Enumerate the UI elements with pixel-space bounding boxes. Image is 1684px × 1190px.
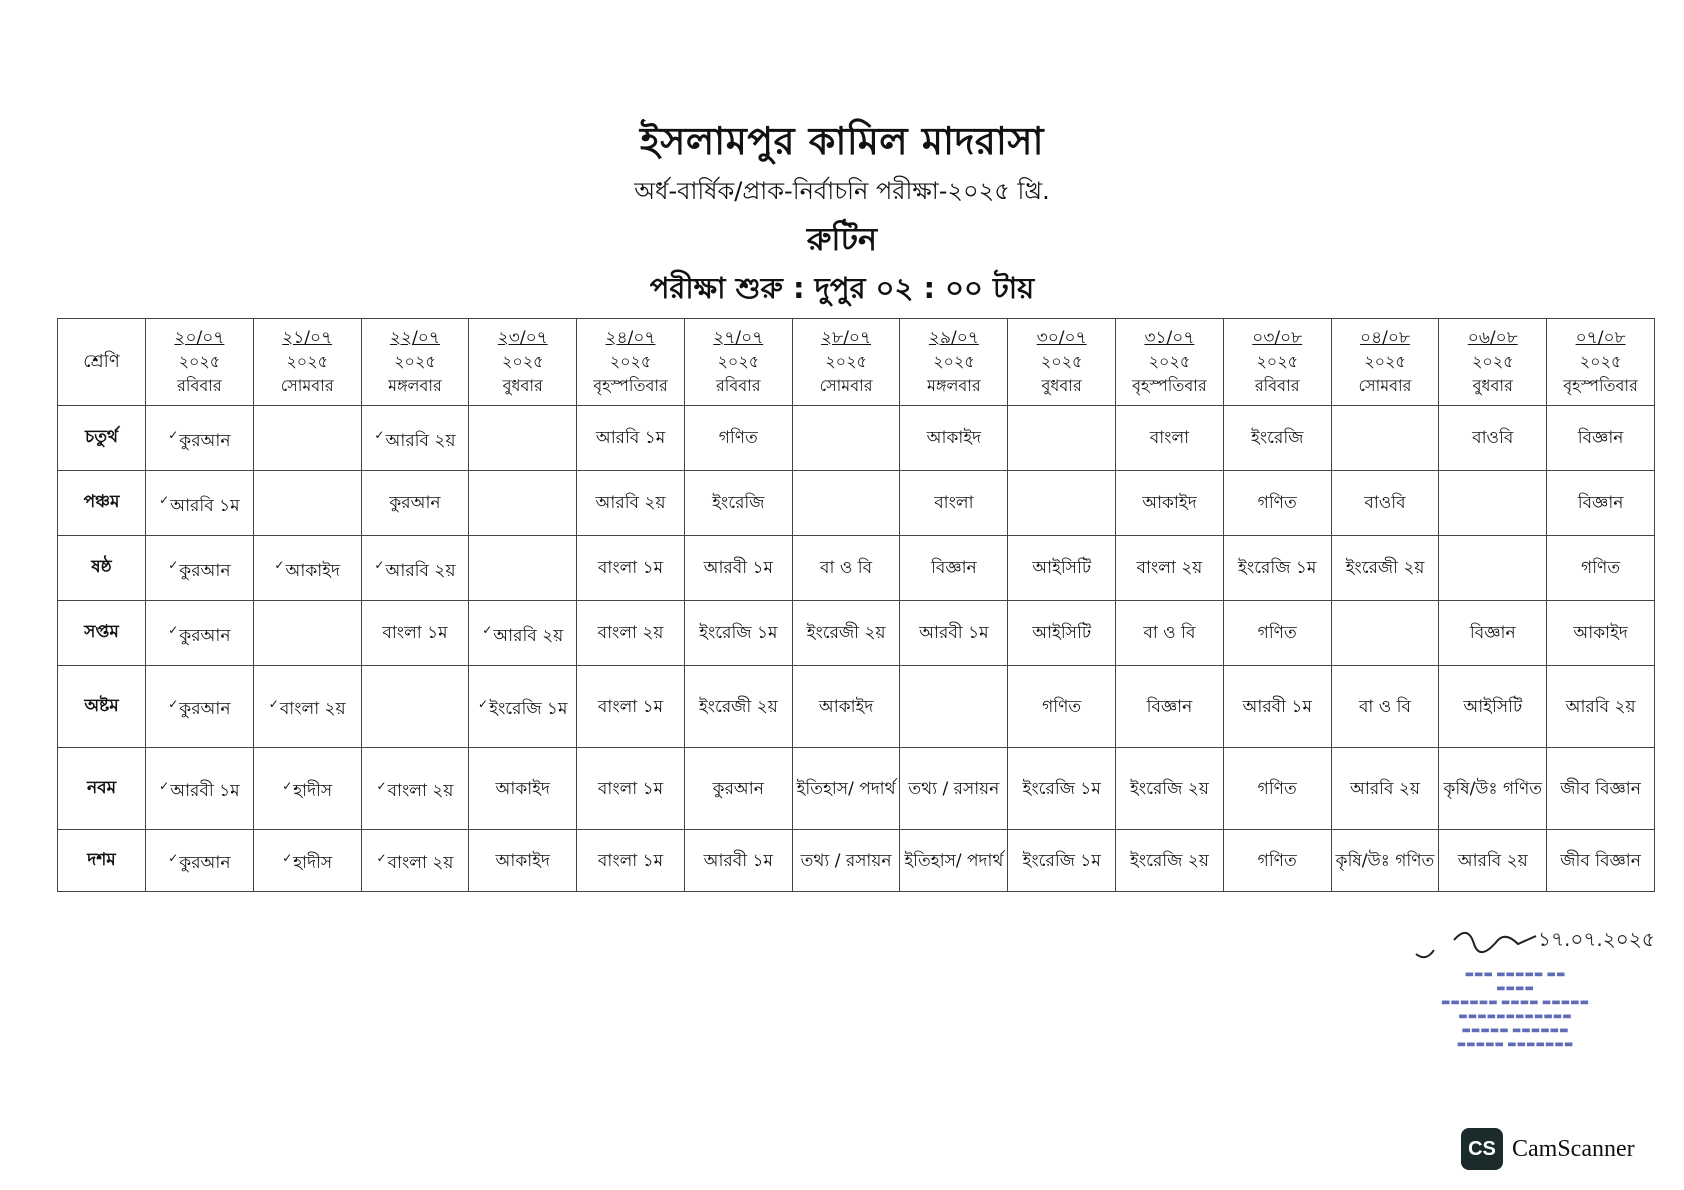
subject-cell [361,406,469,471]
header-day: বৃহস্পতিবার [1132,376,1207,395]
subject-cell [1008,748,1116,830]
subject-label: আরবী ১ম [703,850,773,871]
date-column-header [1223,319,1331,406]
signature-date: ১৭.০৭.২০২৫ [1538,927,1655,951]
subject-label: গণিত [1257,493,1297,513]
header-year: ২০২৫ [717,352,760,371]
date-column-header [146,319,254,406]
subject-label: বাংলা ১ম [382,623,448,643]
subject-cell [900,536,1008,601]
subject-label: আকাইদ [1573,623,1628,643]
subject-cell [1008,536,1116,601]
subject-cell [1223,601,1331,666]
subject-cell [900,748,1008,830]
subject-label: জীব বিজ্ঞান [1560,778,1641,799]
subject-cell [684,471,792,536]
date-column-header [1547,319,1655,406]
header-date: ০৭/০৮ [1575,328,1626,348]
subject-cell [253,471,361,536]
subject-cell [577,830,685,892]
subject-cell [1223,471,1331,536]
subject-label: গণিত [718,428,758,448]
header-year: ২০২৫ [1471,352,1514,371]
subject-label: ইতিহাস/ পদার্থ [796,778,896,799]
subject-label: ✓ ইংরেজি ১ম [478,699,567,719]
subject-label: বিজ্ঞান [1146,696,1193,717]
subject-label: ইংরেজি [712,493,765,513]
subject-cell [577,406,685,471]
subject-label: ইংরেজি ১ম [1238,558,1317,578]
routine-label: রুটিন [806,220,878,258]
subject-label: ✓ আরবি ২য় [374,431,455,451]
subject-cell [361,666,469,748]
subject-cell [684,830,792,892]
institution-title: ইসলামপুর কামিল মাদরাসা [640,119,1044,163]
subject-label: গণিত [1581,558,1621,578]
header-date: ০৪/০৮ [1360,328,1410,348]
header-year: ২০২৫ [1364,352,1406,371]
subject-label: আরবি ২য় [595,493,666,513]
class-name-cell: পঞ্চম [58,471,146,536]
subject-label: ✓ বাংলা ২য় [377,781,454,801]
subject-label: বাওবি [1472,428,1514,448]
subject-label: বা ও বি [820,558,873,578]
subject-cell [1223,406,1331,471]
camscanner-logo-icon: CS [1461,1128,1503,1170]
header-year: ২০২৫ [825,352,867,371]
subject-label: ✓ বাংলা ২য় [269,699,346,719]
header-year: ২০২৫ [1148,352,1191,371]
header-day: সোমবার [1358,376,1412,395]
header-year: ২০২৫ [178,352,221,371]
subject-label: ইংরেজি ১ম [699,623,778,643]
subject-cell [1439,748,1547,830]
subject-cell [684,536,792,601]
subject-cell [146,536,254,601]
subject-label: ইংরেজি ১ম [1022,778,1101,799]
table-row [58,830,1655,892]
header-day: রবিবার [1254,376,1300,395]
subject-cell [146,601,254,666]
header-day: মঙ্গলবার [388,376,442,395]
subject-label: ✓ আরবী ১ম [159,781,239,801]
subject-cell [469,830,577,892]
subject-cell [146,666,254,748]
class-name-cell: নবম [58,748,146,830]
subject-cell [1547,406,1655,471]
subject-cell [792,536,900,601]
subject-cell [146,748,254,830]
subject-label: আইসিটি [1032,623,1092,643]
header-year: ২০২৫ [501,352,544,371]
subject-cell [577,536,685,601]
subject-label: আরবি ২য় [1565,696,1636,717]
subject-cell [146,471,254,536]
subject-cell [1331,601,1439,666]
subject-cell [361,748,469,830]
header-date: ২৪/০৭ [605,328,656,348]
subject-cell [1008,601,1116,666]
subject-cell [792,666,900,748]
subject-cell [361,536,469,601]
header-day: রবিবার [715,376,761,395]
subject-label: বা ও বি [1143,623,1196,643]
subject-label: বা ও বি [1358,696,1411,717]
subject-label: ইংরেজী ২য় [1345,558,1425,578]
subject-cell [1547,830,1655,892]
class-name-cell: ষষ্ঠ [58,536,146,601]
header-day: বৃহস্পতিবার [1563,376,1638,395]
subject-cell [1116,666,1224,748]
table-row [58,471,1655,536]
subject-cell [469,748,577,830]
subject-label: বাংলা ১ম [597,558,664,578]
class-name-cell: চতুর্থ [58,406,146,471]
date-column-header [253,319,361,406]
subject-cell [1116,748,1224,830]
subject-label: জীব বিজ্ঞান [1560,850,1641,871]
subject-label: বাংলা ২য় [1136,558,1203,578]
exam-routine-table [57,318,1655,892]
subject-cell [1223,748,1331,830]
subject-label: গণিত [1257,623,1297,643]
subject-label: বিজ্ঞান [1577,493,1624,513]
subject-label: কুরআন [712,778,764,799]
subject-cell [1439,830,1547,892]
header-day: বৃহস্পতিবার [593,376,668,395]
subject-cell [469,666,577,748]
subject-cell [253,406,361,471]
subject-label: বাংলা ১ম [597,850,664,871]
subject-cell [792,601,900,666]
subject-cell [469,536,577,601]
subject-cell [1331,471,1439,536]
subject-cell [1116,830,1224,892]
table-row [58,536,1655,601]
header-date: ২৩/০৭ [497,328,548,348]
subject-cell [1331,748,1439,830]
subject-label: কুরআন [389,493,441,513]
subject-cell [1439,471,1547,536]
date-column-header [792,319,900,406]
subject-label: ✓ আরবি ১ম [159,496,239,516]
subject-label: ✓ কুরআন [168,431,230,451]
subject-label: বাংলা ১ম [597,778,664,799]
subject-label: বাংলা [1149,428,1190,448]
subject-label: ✓ আকাইদ [274,561,340,581]
subject-cell [253,536,361,601]
subject-cell [900,406,1008,471]
subject-cell [792,406,900,471]
date-column-header [1008,319,1116,406]
date-column-header [469,319,577,406]
table-row [58,666,1655,748]
header-day: সোমবার [280,376,334,395]
subject-cell [1008,471,1116,536]
subject-cell [253,748,361,830]
subject-cell [1547,666,1655,748]
subject-cell [1439,406,1547,471]
subject-cell [146,830,254,892]
subject-cell [577,471,685,536]
subject-cell [1331,830,1439,892]
subject-label: ✓ হাদীস [282,853,332,873]
subject-cell [1008,406,1116,471]
subject-cell [1439,536,1547,601]
subject-label: বাংলা ২য় [597,623,664,643]
subject-label: ✓ আরবি ২য় [374,561,455,581]
class-name-cell: দশম [58,830,146,892]
date-column-header [684,319,792,406]
subject-label: ইংরেজী ২য় [806,623,886,643]
table-header-row [58,319,1655,406]
subject-label: বিজ্ঞান [1577,428,1624,448]
official-stamp: ▬▬▬ ▬▬▬▬▬ ▬▬ ▬▬▬▬ ▬▬▬▬▬▬ ▬▬▬▬ ▬▬▬▬▬ ▬▬▬▬▬▬▬▬▬▬▬▬ ▬▬▬▬▬ ▬▬▬▬▬▬ ▬▬▬▬▬ ▬▬▬▬▬▬▬ [1440,969,1590,1050]
subject-cell [1008,666,1116,748]
date-column-header [577,319,685,406]
header-date: ০৬/০৮ [1467,328,1518,348]
table-row [58,601,1655,666]
class-name-cell: অষ্টম [58,666,146,748]
header-day: রবিবার [177,376,222,395]
subject-label: ✓ কুরআন [168,561,230,581]
subject-label: আরবি ১ম [595,428,666,448]
subject-cell [1116,536,1224,601]
subject-label: বাংলা ১ম [597,696,664,717]
date-column-header [361,319,469,406]
subject-label: ইতিহাস/ পদার্থ [904,850,1004,871]
date-column-header [900,319,1008,406]
subject-cell [469,601,577,666]
header-year: ২০২৫ [933,352,975,371]
table-row [58,748,1655,830]
subject-cell [469,406,577,471]
header-day: বুধবার [1472,376,1513,395]
header-date: ০৩/০৮ [1252,328,1303,348]
header-date: ২৮/০৭ [821,328,872,348]
subject-label: আরবী ১ম [703,558,773,578]
subject-cell [577,601,685,666]
subject-label: তথ্য / রসায়ন [800,850,892,871]
header-day: বুধবার [502,376,543,395]
subject-label: আকাইদ [495,778,550,799]
subject-cell [577,666,685,748]
subject-cell [1439,601,1547,666]
subject-cell [1331,536,1439,601]
class-name-cell: সপ্তম [58,601,146,666]
header-year: ২০২৫ [394,352,436,371]
header-year: ২০২৫ [286,352,328,371]
table-row [58,406,1655,471]
table-body [58,406,1655,892]
subject-cell [1116,471,1224,536]
subject-cell [146,406,254,471]
header-date: ২৯/০৭ [928,328,979,348]
subject-cell [900,830,1008,892]
header-day: সোমবার [819,376,873,395]
header-date: ৩১/০৭ [1144,328,1195,348]
camscanner-brand: CamScanner [1512,1136,1635,1162]
subject-cell [1547,748,1655,830]
subject-cell [1223,536,1331,601]
header-day: বুধবার [1041,376,1082,395]
subject-label: আকাইদ [495,850,550,871]
subject-label: ✓ আরবি ২য় [482,626,563,646]
exam-start-time: পরীক্ষা শুরু : দুপুর ০২ : ০০ টায় [649,271,1035,305]
subject-label: আইসিটি [1032,558,1092,578]
subject-cell [1116,406,1224,471]
date-column-header [1116,319,1224,406]
subject-cell [1008,830,1116,892]
date-column-header [1331,319,1439,406]
subject-cell [900,471,1008,536]
subject-cell [361,830,469,892]
header-date: ২৭/০৭ [713,328,764,348]
subject-cell [900,601,1008,666]
subject-label: ইংরেজি [1250,428,1304,448]
subject-label: ইংরেজি ১ম [1022,850,1101,871]
subject-label: আকাইদ [1142,493,1197,513]
subject-cell [253,830,361,892]
subject-cell [792,830,900,892]
subject-cell [1331,666,1439,748]
class-column-header: শ্রেণি [58,319,146,406]
subject-label: ✓ হাদীস [282,781,332,801]
subject-cell [1331,406,1439,471]
subject-label: ✓ কুরআন [168,626,230,646]
subject-cell [792,471,900,536]
subject-label: আরবি ২য় [1349,778,1420,799]
subject-cell [792,748,900,830]
header-date: ২২/০৭ [389,328,440,348]
subject-label: ✓ বাংলা ২য় [377,853,454,873]
header-year: ২০২৫ [1579,352,1622,371]
subject-label: আরবি ২য় [1457,850,1528,871]
subject-cell [361,601,469,666]
subject-cell [253,666,361,748]
subject-label: ইংরেজী ২য় [698,696,778,717]
subject-label: আকাইদ [926,428,982,448]
subject-cell [684,601,792,666]
subject-cell [684,406,792,471]
subject-label: কৃষি/উঃ গণিত [1443,778,1543,799]
header-year: ২০২৫ [1256,352,1298,371]
subject-cell [900,666,1008,748]
subject-label: তথ্য / রসায়ন [908,778,1000,799]
subject-label: গণিত [1257,850,1297,871]
header-date: ২০/০৭ [174,328,225,348]
subject-label: আইসিটি [1463,696,1523,717]
subject-cell [1116,601,1224,666]
subject-label: বিজ্ঞান [1469,623,1516,643]
exam-subtitle: অর্ধ-বার্ষিক/প্রাক-নির্বাচনি পরীক্ষা-২০২৫ খ্রি. [634,177,1050,205]
subject-cell [1547,471,1655,536]
subject-cell [469,471,577,536]
subject-label: আরবী ১ম [1242,696,1312,717]
header-date: ৩০/০৭ [1036,328,1087,348]
subject-label: ইংরেজি ২য় [1129,778,1209,799]
subject-cell [1223,666,1331,748]
subject-label: গণিত [1257,778,1297,799]
subject-label: কৃষি/উঃ গণিত [1335,850,1435,871]
subject-label: বাওবি [1364,493,1406,513]
subject-cell [684,666,792,748]
header-year: ২০২৫ [609,352,652,371]
subject-label: বিজ্ঞান [931,558,977,578]
header-day: মঙ্গলবার [926,376,981,395]
subject-cell [1547,536,1655,601]
subject-cell [1547,601,1655,666]
subject-label: ✓ কুরআন [168,699,230,719]
header-year: ২০২৫ [1040,352,1083,371]
subject-label: আরবী ১ম [919,623,989,643]
header-date: ২১/০৭ [282,328,333,348]
subject-cell [361,471,469,536]
subject-label: বাংলা [934,493,974,513]
subject-cell [1439,666,1547,748]
subject-cell [577,748,685,830]
subject-cell [253,601,361,666]
subject-cell [684,748,792,830]
subject-label: ইংরেজি ২য় [1129,850,1209,871]
subject-label: ✓ কুরআন [168,853,230,873]
subject-cell [1223,830,1331,892]
date-column-header [1439,319,1547,406]
subject-label: গণিত [1042,696,1082,717]
subject-label: আকাইদ [818,696,874,717]
